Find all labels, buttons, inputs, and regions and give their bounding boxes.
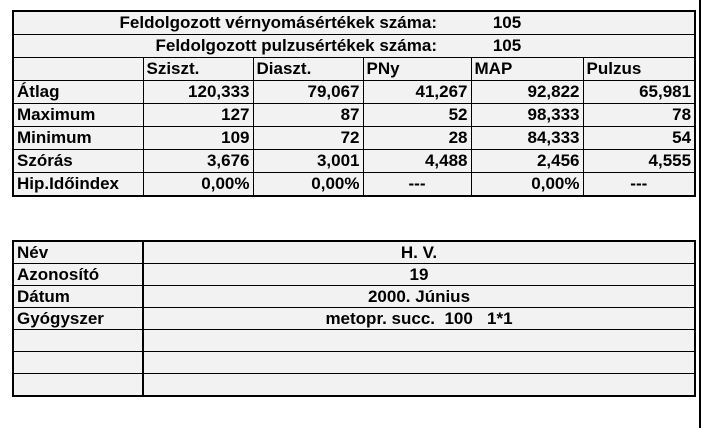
header-blank bbox=[13, 58, 143, 81]
cell-value: 120,333 bbox=[143, 81, 253, 104]
row-value bbox=[143, 330, 695, 352]
row-value: H. V. bbox=[143, 241, 695, 264]
cell-value: 0,00% bbox=[253, 173, 363, 197]
cell-value: 28 bbox=[363, 127, 471, 150]
cell-value: 3,001 bbox=[253, 150, 363, 173]
row-label: Minimum bbox=[13, 127, 143, 150]
cell-value: 79,067 bbox=[253, 81, 363, 104]
row-label: Szórás bbox=[13, 150, 143, 173]
table-row bbox=[13, 150, 695, 173]
cell-value: 65,981 bbox=[583, 81, 695, 104]
table-row bbox=[13, 264, 695, 286]
statistics-table bbox=[12, 10, 696, 197]
cell-value: 98,333 bbox=[471, 104, 583, 127]
cell-value: 52 bbox=[363, 104, 471, 127]
bp-count-cell bbox=[13, 11, 695, 35]
cell-value: 92,822 bbox=[471, 81, 583, 104]
bp-count-label: Feldolgozott vérnyomásértékek száma: bbox=[119, 13, 437, 32]
table-row bbox=[13, 81, 695, 104]
cell-value: --- bbox=[363, 173, 471, 197]
header-diastolic: Diaszt. bbox=[253, 58, 363, 81]
cell-value: 54 bbox=[583, 127, 695, 150]
table-row bbox=[13, 330, 695, 352]
pulse-count-row bbox=[13, 35, 695, 58]
table-row bbox=[13, 104, 695, 127]
header-map: MAP bbox=[471, 58, 583, 81]
row-label bbox=[13, 374, 143, 397]
row-label: Maximum bbox=[13, 104, 143, 127]
cell-value: 78 bbox=[583, 104, 695, 127]
table-row bbox=[13, 352, 695, 374]
cell-value: 3,676 bbox=[143, 150, 253, 173]
row-label: Gyógyszer bbox=[13, 308, 143, 330]
pulse-count-cell bbox=[13, 35, 695, 58]
row-value: 2000. Június bbox=[143, 286, 695, 308]
table-row bbox=[13, 374, 695, 397]
table-row bbox=[13, 173, 695, 197]
cell-value: 84,333 bbox=[471, 127, 583, 150]
cell-value: 72 bbox=[253, 127, 363, 150]
header-systolic: Sziszt. bbox=[143, 58, 253, 81]
column-header-row bbox=[13, 58, 695, 81]
table-row bbox=[13, 308, 695, 330]
cell-value: 127 bbox=[143, 104, 253, 127]
table-row bbox=[13, 127, 695, 150]
table-row bbox=[13, 286, 695, 308]
bp-count-row bbox=[13, 11, 695, 35]
row-label bbox=[13, 330, 143, 352]
row-label bbox=[13, 352, 143, 374]
cell-value: 0,00% bbox=[143, 173, 253, 197]
cell-value: 87 bbox=[253, 104, 363, 127]
header-pulse-pressure: PNy bbox=[363, 58, 471, 81]
cell-value: 109 bbox=[143, 127, 253, 150]
row-label: Név bbox=[13, 241, 143, 264]
cell-value: 4,555 bbox=[583, 150, 695, 173]
patient-info-table bbox=[12, 240, 696, 397]
cell-value: 2,456 bbox=[471, 150, 583, 173]
row-value: metopr. succ. 100 1*1 bbox=[143, 308, 695, 330]
row-label: Átlag bbox=[13, 81, 143, 104]
cell-value: --- bbox=[583, 173, 695, 197]
row-value: 19 bbox=[143, 264, 695, 286]
cell-value: 4,488 bbox=[363, 150, 471, 173]
cell-value: 0,00% bbox=[471, 173, 583, 197]
page-edge-line bbox=[699, 0, 701, 428]
pulse-count-value: 105 bbox=[492, 36, 522, 55]
row-value bbox=[143, 374, 695, 397]
row-label: Hip.Időindex bbox=[13, 173, 143, 197]
table-row bbox=[13, 241, 695, 264]
pulse-count-label: Feldolgozott pulzusértékek száma: bbox=[155, 36, 437, 55]
bp-count-value: 105 bbox=[492, 13, 522, 32]
row-label: Dátum bbox=[13, 286, 143, 308]
header-pulse: Pulzus bbox=[583, 58, 695, 81]
row-label: Azonosító bbox=[13, 264, 143, 286]
cell-value: 41,267 bbox=[363, 81, 471, 104]
row-value bbox=[143, 352, 695, 374]
